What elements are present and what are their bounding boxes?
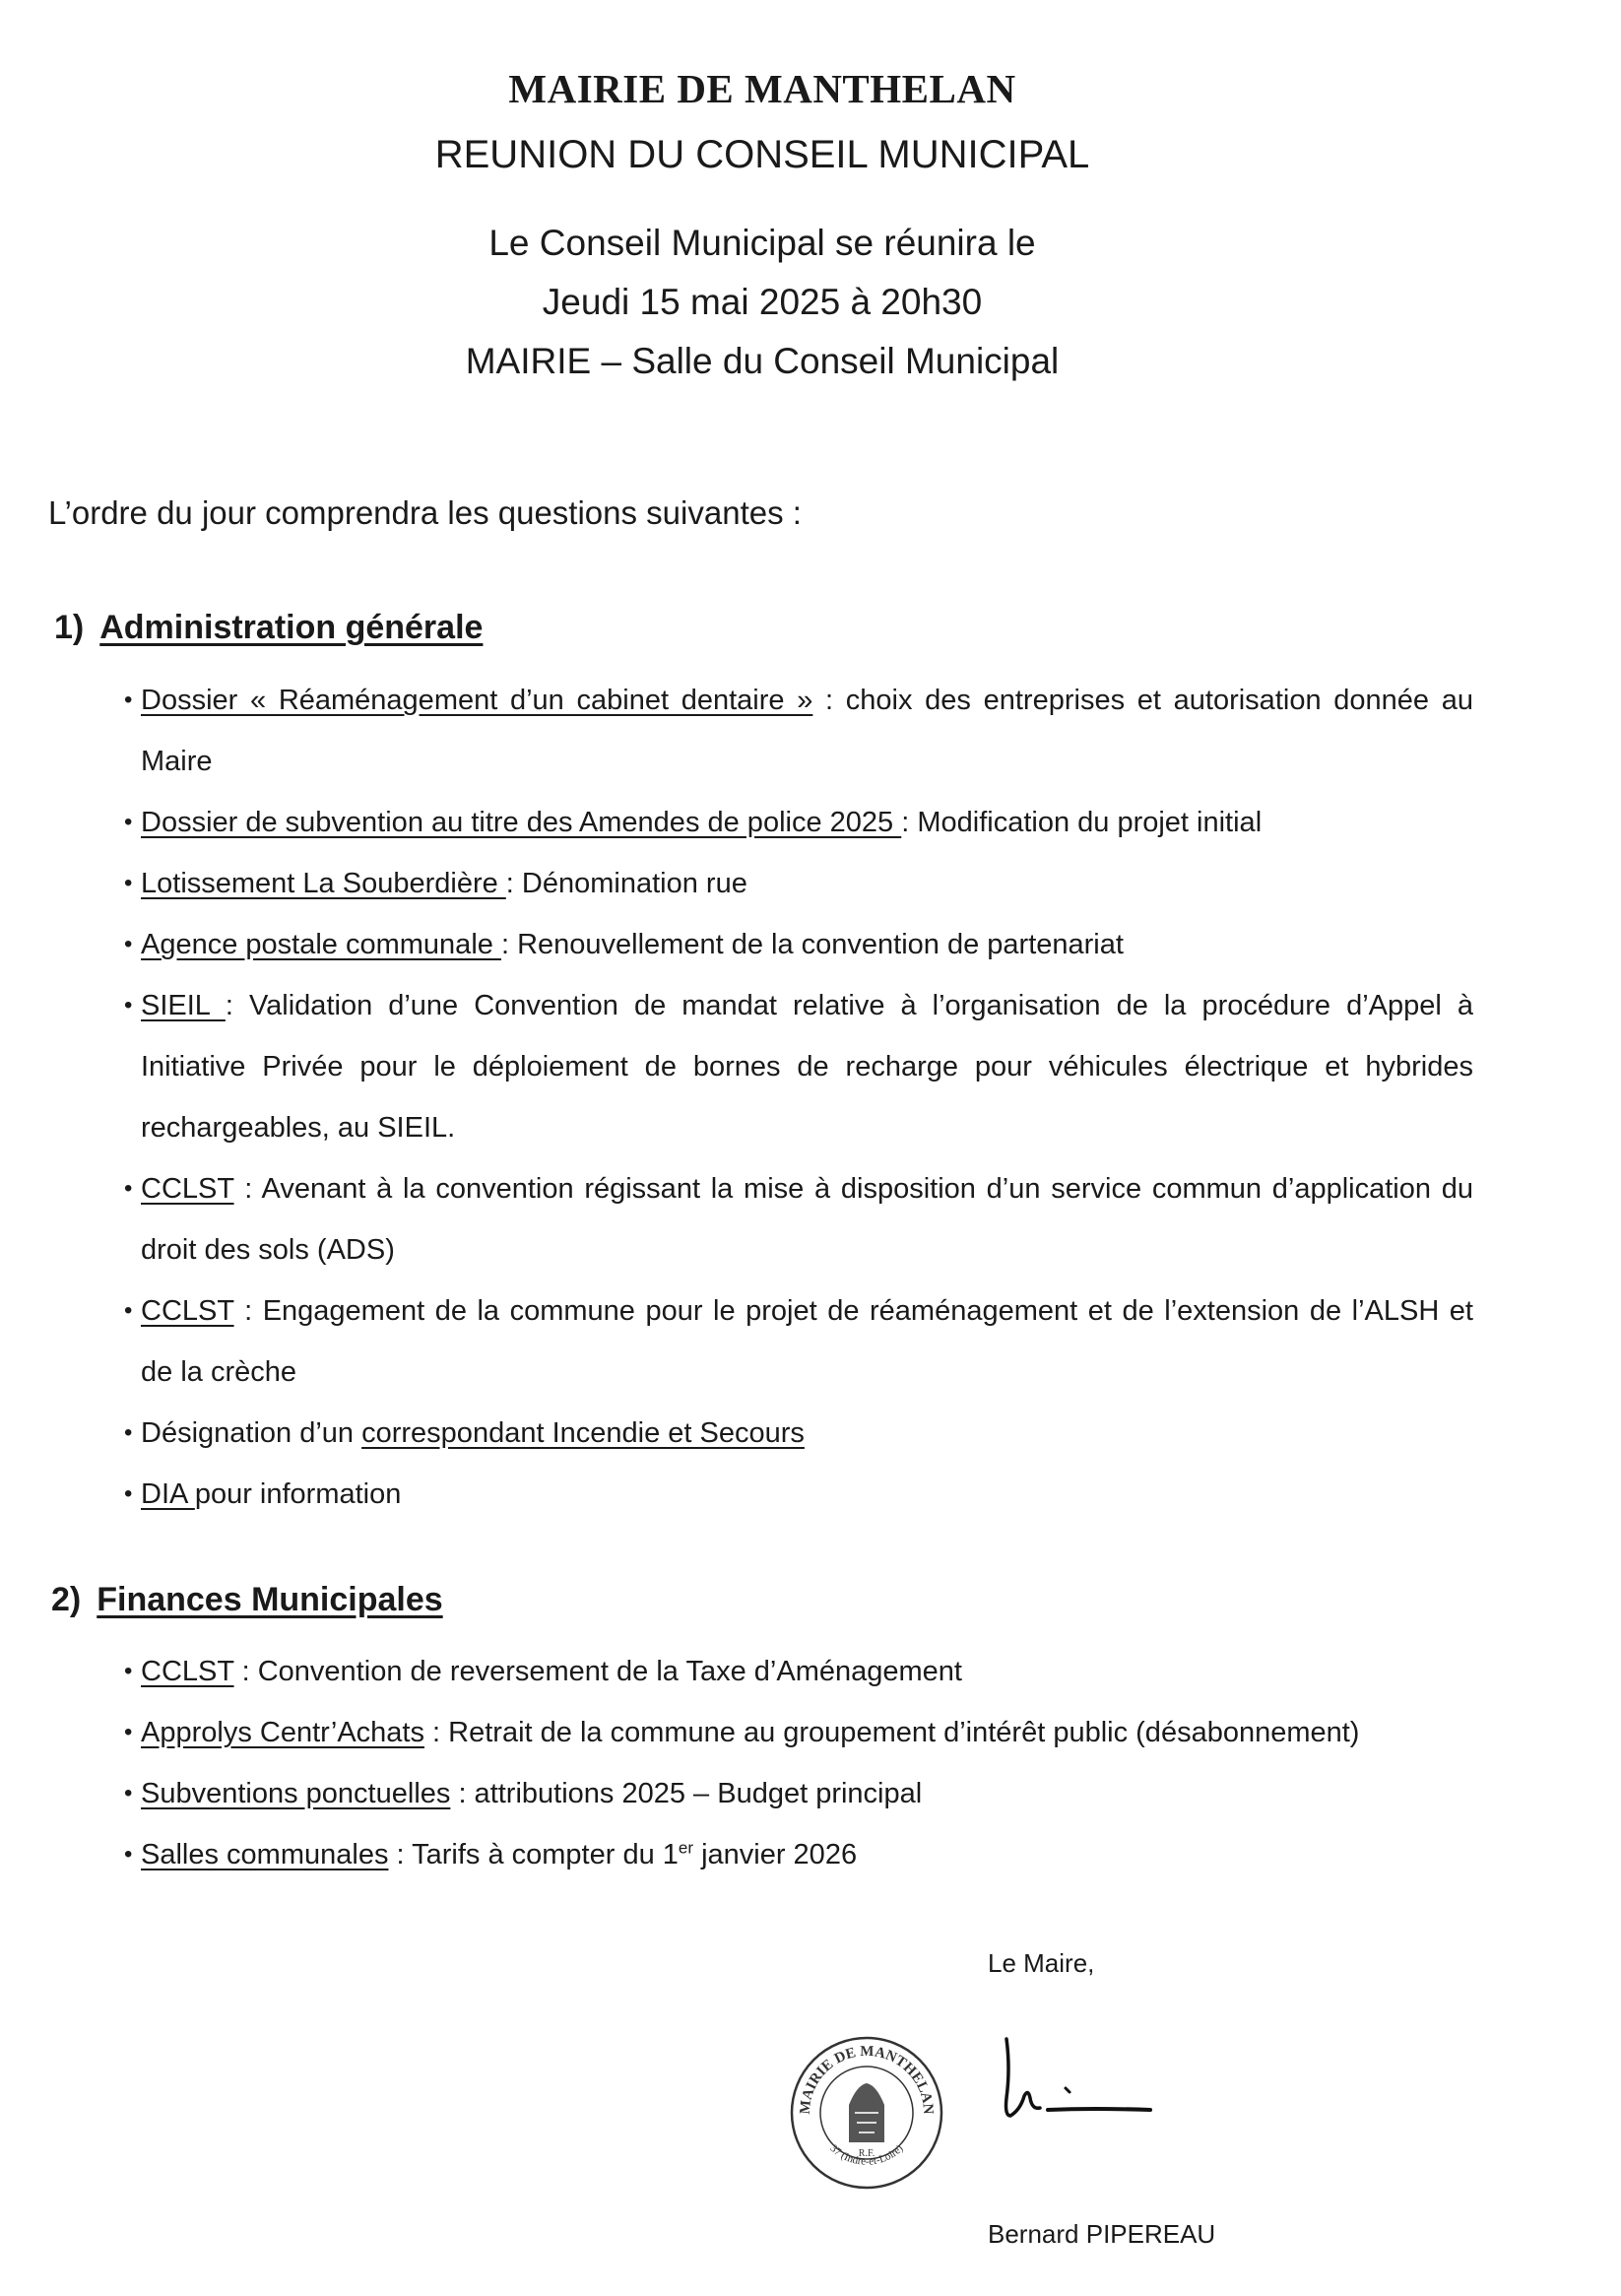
agenda-list-finances [124,1641,1473,1885]
item-text: : attributions 2025 – Budget principal [450,1778,923,1809]
section-heading-finances [51,1581,443,1619]
section-number: 2) [51,1581,82,1618]
bullet-icon: • [124,809,133,835]
bullet-icon: • [124,1480,133,1507]
item-text: : Validation d’une Convention de mandat relative à l’organisation de la procédure d’Appel à Initiative Privée pour le déploiement de bornes de recharge pour véhicules électrique et hybrides rechargeables, au SIEIL. [141,990,1473,1144]
meeting-announcement: Le Conseil Municipal se réunira le [488,223,1036,263]
bullet-icon: • [124,687,133,713]
item-subject: Agence postale communale [141,929,501,960]
item-subject: CCLST [141,1173,234,1205]
item-text: Désignation d’un [141,1417,362,1449]
bullet-icon: • [124,931,133,957]
stamp-rf: R.F. [858,2148,875,2159]
item-subject: SIEIL [141,990,226,1021]
stamp-top-text: MAIRIE DE MANTHELAN [797,2043,937,2116]
item-subject: correspondant Incendie et Secours [361,1417,805,1449]
item-text: : Renouvellement de la convention de partenariat [500,929,1124,960]
item-text: : choix des entreprises et autorisation donnée au Maire [141,685,1473,777]
agenda-list-administration [124,670,1473,1525]
agenda-item [124,914,1473,975]
mairie-stamp [788,2034,945,2192]
item-superscript: er [678,1838,694,1858]
item-text: : Dénomination rue [505,868,747,899]
section-title: Administration générale [99,609,484,646]
section-number: 1) [54,609,85,646]
agenda-item [124,792,1473,853]
agenda-item [124,1158,1473,1280]
meeting-location: MAIRIE – Salle du Conseil Municipal [465,341,1060,381]
item-subject: CCLST [141,1656,234,1687]
item-text: janvier 2026 [693,1839,858,1870]
mairie-title: MAIRIE DE MANTHELAN [508,66,1016,111]
agenda-item [124,853,1473,914]
section-title: Finances Municipales [97,1581,443,1618]
bullet-icon: • [124,1780,133,1806]
meeting-date: Jeudi 15 mai 2025 à 20h30 [542,282,983,322]
item-text: pour information [194,1478,402,1510]
bullet-icon: • [124,1719,133,1745]
item-text: : Modification du projet initial [901,807,1263,838]
agenda-item [124,1403,1473,1464]
bullet-icon: • [124,992,133,1018]
bullet-icon: • [124,1658,133,1684]
bullet-icon: • [124,1419,133,1446]
item-subject: Dossier « Réaménagement d’un cabinet dentaire » [141,685,813,716]
item-text: : Engagement de la commune pour le projet de réaménagement et de l’extension de l’ALSH et de la crèche [141,1295,1473,1388]
handwritten-signature [995,2019,1162,2142]
item-subject: Dossier de subvention au titre des Amendes de police 2025 [141,807,902,838]
meeting-title: REUNION DU CONSEIL MUNICIPAL [434,133,1090,176]
agenda-item [124,1464,1473,1525]
item-subject: CCLST [141,1295,234,1327]
agenda-item [124,1763,1473,1824]
agenda-item [124,1824,1473,1885]
item-text: : Convention de reversement de la Taxe d’Aménagement [233,1656,962,1687]
agenda-intro: L’ordre du jour comprendra les questions suivantes : [48,494,802,531]
bullet-icon: • [124,1297,133,1324]
mayor-name: Bernard PIPEREAU [988,2219,1216,2249]
item-subject: Approlys Centr’Achats [141,1717,424,1748]
section-heading-administration [54,609,483,647]
item-text: : Retrait de la commune au groupement d’intérêt public (désabonnement) [423,1717,1360,1748]
item-text: : Avenant à la convention régissant la mise à disposition d’un service commun d’application du droit des sols (ADS) [141,1173,1473,1266]
item-subject: Salles communales [141,1839,389,1870]
bullet-icon: • [124,1841,133,1868]
item-subject: Lotissement La Souberdière [141,868,506,899]
agenda-item [124,975,1473,1158]
bullet-icon: • [124,870,133,896]
bullet-icon: • [124,1175,133,1202]
item-subject: Subventions ponctuelles [141,1778,451,1809]
stamp-bottom-text: 37 (Indre-et-Loire) [827,2142,906,2168]
agenda-item [124,1280,1473,1403]
agenda-item [124,1702,1473,1763]
agenda-item [124,670,1473,792]
signature-label: Le Maire, [988,1948,1095,1978]
item-text: : Tarifs à compter du 1 [388,1839,679,1870]
item-subject: DIA [141,1478,195,1510]
agenda-item [124,1641,1473,1702]
